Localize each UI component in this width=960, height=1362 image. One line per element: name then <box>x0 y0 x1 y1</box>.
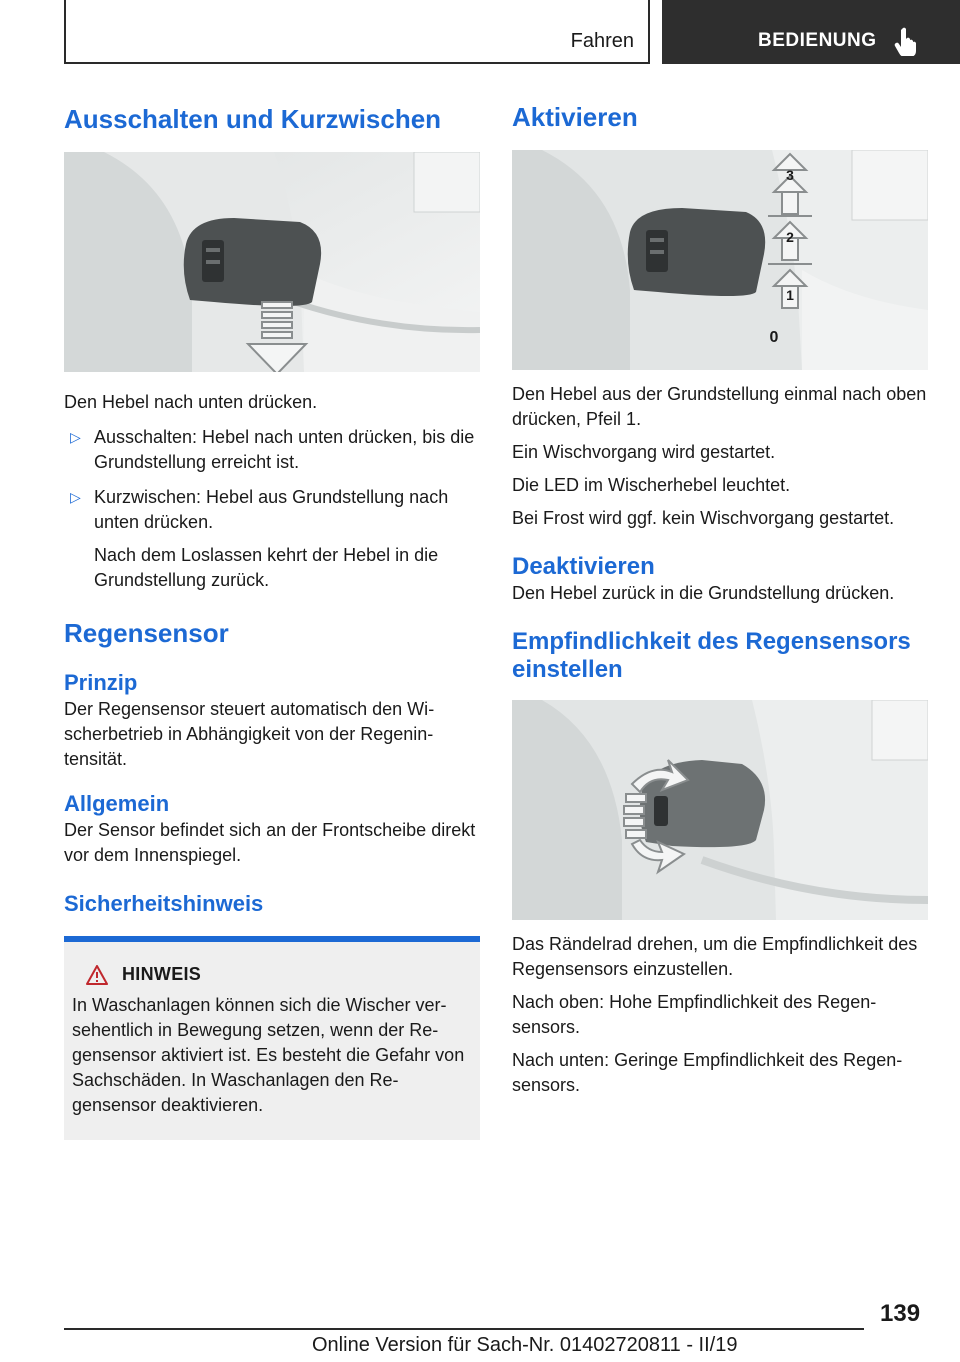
notice-text: In Waschanlagen können sich die Wischer versehentlich in Bewegung setzen, wenn der Regensensor aktiviert ist. Es besteht die Gefahr von Sachschäden. In Waschanlagen den Regensensor deaktivieren. <box>72 995 465 1115</box>
header-separator <box>648 0 650 64</box>
notice-header <box>86 964 472 985</box>
aktivieren-text: Den Hebel aus der Grundstellung einmal nach oben drücken, Pfeil 1. <box>512 384 927 429</box>
bullet-text: Ausschalten: Hebel nach unten drücken, bis die Grundstellung erreicht ist. <box>94 427 475 472</box>
lever-down-illustration <box>64 152 480 372</box>
deaktivieren-text: Den Hebel zurück in die Grundstellung drücken. <box>512 583 895 603</box>
section-title-empfindlichkeit: Empfindlichkeit des Regensensors einstellen <box>512 628 911 683</box>
page-number: 139 <box>880 1300 921 1327</box>
triangle-bullet-icon: ▷ <box>70 489 81 505</box>
position-label-2: 2 <box>786 229 794 245</box>
triangle-bullet-icon: ▷ <box>70 429 81 445</box>
subsection-title-sicherheit: Sicherheitshinweis <box>64 891 264 916</box>
footer-rule <box>64 1328 864 1330</box>
bullet-item <box>64 485 480 535</box>
left-column <box>64 96 480 1140</box>
prinzip-text: Der Regensensor steuert automatisch den Wischerbetrieb in Abhängigkeit von der Regenintensität. <box>64 699 435 769</box>
notice-box <box>64 936 480 1140</box>
right-column <box>512 96 928 1098</box>
empf-text: Das Rändelrad drehen, um die Empfindlichkeit des Regensensors einzustellen. <box>512 934 918 979</box>
section-title-ausschalten: Ausschalten und Kurzwischen <box>64 104 442 134</box>
chapter-label: Fahren <box>570 30 634 52</box>
footer-text: Online Version für Sach-Nr. 01402720811 - II/19 <box>312 1334 738 1356</box>
aktivieren-text: Ein Wischvorgang wird gestartet. <box>512 442 776 462</box>
warning-triangle-icon <box>86 965 108 985</box>
header-left-rule <box>64 0 66 64</box>
section-title-deaktivieren: Deaktivieren <box>512 553 655 580</box>
subsection-title-prinzip: Prinzip <box>64 670 138 695</box>
position-label-1: 1 <box>786 287 794 303</box>
intro-text: Den Hebel nach unten drücken. <box>64 392 318 412</box>
aktivieren-text: Bei Frost wird ggf. kein Wischvorgang gestartet. <box>512 508 895 528</box>
figure-lever-positions <box>512 150 928 370</box>
bullet-text: Kurzwischen: Hebel aus Grundstellung nach unten drücken. <box>94 487 449 532</box>
hand-pointer-icon <box>894 26 920 56</box>
empf-text: Nach unten: Geringe Empfindlichkeit des Regensensors. <box>512 1050 903 1095</box>
figure-lever-down <box>64 152 480 372</box>
position-label-3: 3 <box>786 167 794 183</box>
section-tab-label: BEDIENUNG <box>758 30 877 51</box>
header-bottom-rule <box>64 62 650 64</box>
bullet-continuation: Nach dem Loslassen kehrt der Hebel in die Grundstellung zurück. <box>94 545 439 590</box>
allgemein-text: Der Sensor befindet sich an der Frontscheibe direkt vor dem Innenspiegel. <box>64 820 476 865</box>
section-title-regensensor: Regensensor <box>64 618 229 648</box>
subsection-title-allgemein: Allgemein <box>64 791 170 816</box>
figure-knurled-wheel <box>512 700 928 920</box>
section-tab <box>662 0 960 64</box>
aktivieren-text: Die LED im Wischerhebel leuchtet. <box>512 475 791 495</box>
knurled-wheel-illustration <box>512 700 928 920</box>
empf-text: Nach oben: Hohe Empfindlichkeit des Regensensors. <box>512 992 877 1037</box>
section-title-aktivieren: Aktivieren <box>512 102 638 132</box>
notice-label: HINWEIS <box>122 964 202 984</box>
lever-positions-illustration <box>512 150 928 370</box>
bullet-item <box>64 425 480 475</box>
position-label-0: 0 <box>769 329 779 346</box>
